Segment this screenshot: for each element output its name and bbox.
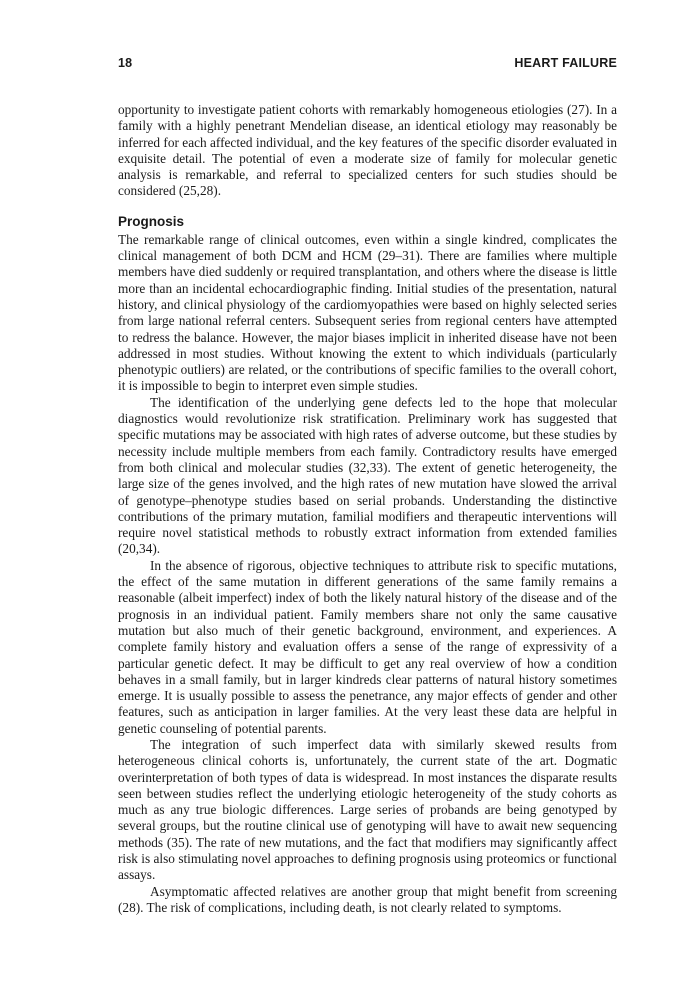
paragraph-1: The remarkable range of clinical outcomes, even within a single kindred, complicates the clinical management of both DCM and HCM (29–31). There are families where multiple members have died suddenly or required transplantation, and others where the disease is little more than an incidental echocardiographic finding. Initial studies of the presentation, natural history, and clinical physiology of the cardiomyopathies were based on highly selected series from large national referral centers. Subsequent series from regional centers have attempted to redress the balance. However, the major biases implicit in inherited disease have not been addressed in most studies. Without knowing the extent to which individuals (particularly phenotypic outliers) are related, or the contributions of specific families to the overall cohort, it is impossible to begin to interpret even simple studies. [118,231,617,394]
intro-paragraph: opportunity to investigate patient cohorts with remarkably homogeneous etiologies (27). In a family with a highly penetrant Mendelian disease, an identical etiology may reasonably be inferred for each affected individual, and the key features of the specific disorder evaluated in exquisite detail. The potential of even a moderate size of family for molecular genetic analysis is remarkable, and referral to specialized centers for such studies should be considered (25,28). [118,102,617,199]
page-number: 18 [118,56,133,70]
paragraph-3: In the absence of rigorous, objective techniques to attribute risk to specific mutations, the effect of the same mutation in different generations of the same family remains a reasonable (albeit imperfect) index of both the likely natural history of the disease and of the prognosis in an individual patient. Family members share not only the same causative mutation but also much of their genetic background, environment, and experiences. A complete family history and evaluation offers a sense of the range of expressivity of a particular genetic defect. It may be difficult to get any real overview of how a condition behaves in a small family, but in larger kindreds clear patterns of natural history sometimes emerge. It is usually possible to assess the penetrance, any major effects of gender and other features, such as anticipation in larger families. At the very least these data are helpful in genetic counseling of potential parents. [118,557,617,736]
paragraph-4: The integration of such imperfect data with similarly skewed results from heterogeneous clinical cohorts is, unfortunately, the current state of the art. Dogmatic overinterpretation of both types of data is widespread. In most instances the disparate results seen between studies reflect the underlying etiologic heterogeneity of the study cohorts as much as any true biologic differences. Large series of probands are being genotyped by several groups, but the routine clinical use of genotyping will have to await new sequencing methods (35). The rate of new mutations, and the fact that modifiers may significantly affect risk is also stimulating novel approaches to defining prognosis using proteomics or functional assays. [118,736,617,883]
running-header [118,56,617,74]
section-heading-prognosis: Prognosis [118,213,185,229]
paragraph-5: Asymptomatic affected relatives are another group that might benefit from screening (28). The risk of complications, including death, is not clearly related to symptoms. [118,883,617,915]
document-page [118,56,617,916]
paragraph-2: The identification of the underlying gene defects led to the hope that molecular diagnostics would revolutionize risk stratification. Preliminary work has suggested that specific mutations may be associated with high rates of adverse outcome, but these studies by necessity include multiple members from each family. Contradictory results have emerged from both clinical and molecular studies (32,33). The extent of genetic heterogeneity, the large size of the genes involved, and the high rates of new mutation have slowed the arrival of genotype–phenotype studies based on serial probands. Understanding the distinctive contributions of the primary mutation, familial modifiers and therapeutic interventions will require novel statistical methods to robustly extract information from extended families (20,34). [118,394,617,557]
running-title: HEART FAILURE [514,56,617,70]
